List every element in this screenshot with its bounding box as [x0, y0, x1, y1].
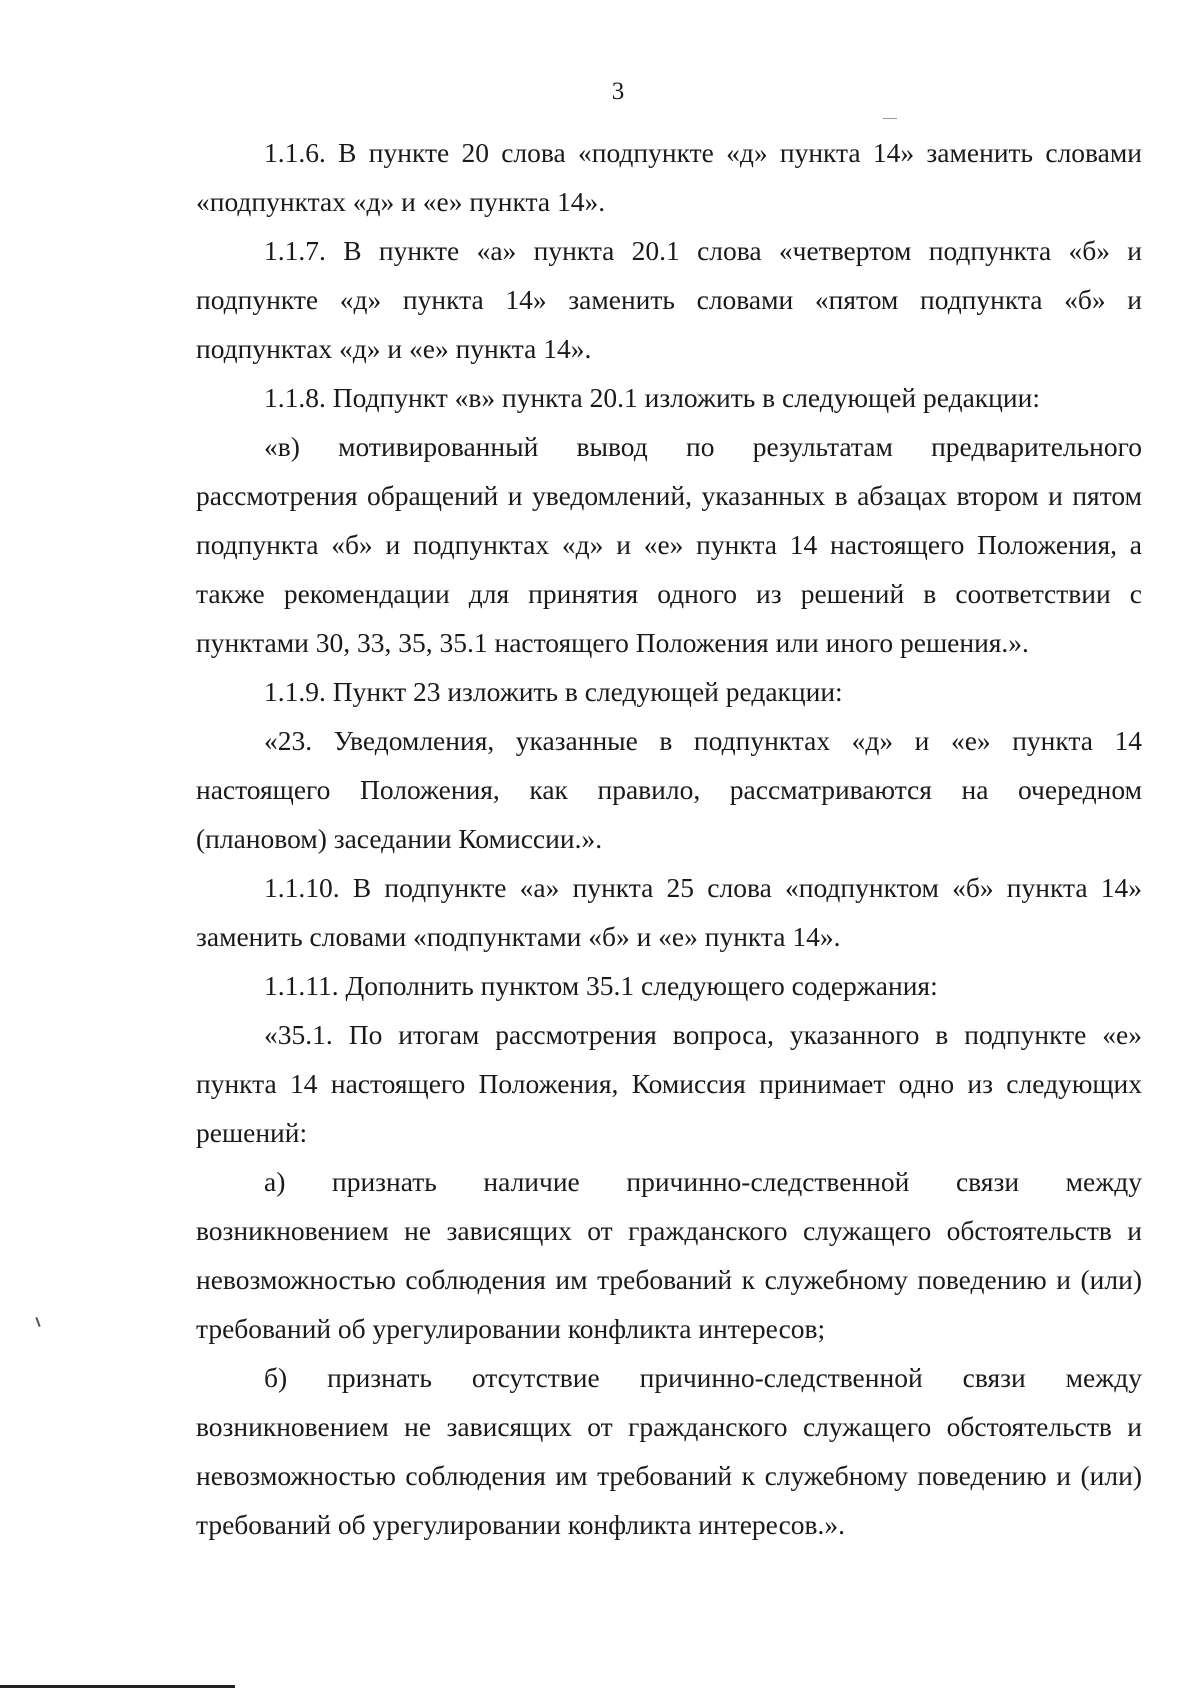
paragraph-1-1-7: 1.1.7. В пункте «а» пункта 20.1 слова «четвертом подпункта «б» и подпункте «д» пункта 14» заменить словами «пятом подпункта «б» и подпунктах «д» и «е» пункта 14».	[196, 235, 1142, 364]
paragraph-1-1-10: 1.1.10. В подпункте «а» пункта 25 слова «подпунктом «б» пункта 14» заменить словами «подпунктами «б» и «е» пункта 14».	[196, 872, 1142, 952]
paragraph-quote-35-1: «35.1. По итогам рассмотрения вопроса, указанного в подпункте «е» пункта 14 настоящего Положения, Комиссия принимает одно из следующих решений:	[196, 1019, 1142, 1148]
paragraph-1-1-6: 1.1.6. В пункте 20 слова «подпункте «д» пункта 14» заменить словами «подпунктах «д» и «е» пункта 14».	[196, 137, 1142, 217]
scan-edge-line	[0, 1685, 235, 1688]
paragraph-1-1-8: 1.1.8. Подпункт «в» пункта 20.1 изложить в следующей редакции:	[264, 382, 1040, 413]
paragraph-1-1-11: 1.1.11. Дополнить пунктом 35.1 следующего содержания:	[264, 970, 938, 1001]
document-body	[196, 128, 1142, 1549]
paragraph-1-1-9: 1.1.9. Пункт 23 изложить в следующей редакции:	[264, 676, 843, 707]
paragraph-quote-v: «в) мотивированный вывод по результатам предварительного рассмотрения обращений и уведомлений, указанных в абзацах втором и пятом подпункта «б» и подпунктах «д» и «е» пункта 14 настоящего Положения, а также рекомендации для принятия одного из решений в соответствии с пунктами 30, 33, 35, 35.1 настоящего Положения или иного решения.».	[196, 431, 1142, 658]
page-number: 3	[611, 78, 625, 105]
scan-artifact	[883, 118, 897, 119]
paragraph-quote-23: «23. Уведомления, указанные в подпунктах «д» и «е» пункта 14 настоящего Положения, как правило, рассматриваются на очередном (плановом) заседании Комиссии.».	[196, 725, 1142, 854]
paragraph-item-a: а) признать наличие причинно-следственной связи между возникновением не зависящих от гражданского служащего обстоятельств и невозможностью соблюдения им требований к служебному поведению и (или) требований об урегулировании конфликта интересов;	[196, 1166, 1142, 1344]
scan-artifact	[35, 1317, 40, 1327]
paragraph-item-b: б) признать отсутствие причинно-следственной связи между возникновением не зависящих от гражданского служащего обстоятельств и невозможностью соблюдения им требований к служебному поведению и (или) требований об урегулировании конфликта интересов.».	[196, 1362, 1142, 1540]
